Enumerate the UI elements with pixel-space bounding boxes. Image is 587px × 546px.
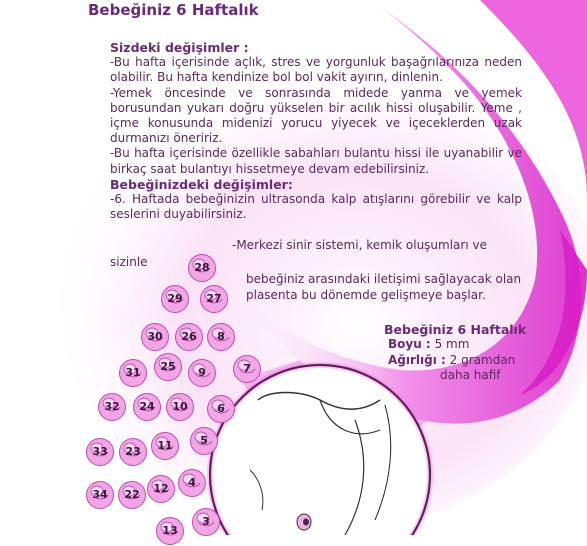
- week-number: 30: [147, 330, 163, 343]
- week-number: 7: [243, 362, 251, 375]
- week-badge: [85, 480, 115, 510]
- week-badge: [118, 437, 148, 467]
- baby-info-box: [384, 322, 526, 384]
- week-badge: [153, 352, 183, 382]
- baby-paragraph-2-part-c: bebeğiniz arasındaki iletişimi sağlayacak olan: [246, 272, 522, 286]
- week-number: 6: [217, 402, 225, 415]
- baby-heading: Bebeğinizdeki değişimler:: [110, 176, 293, 192]
- week-badge: [132, 392, 162, 422]
- week-badge: [177, 468, 207, 498]
- week-badge: [191, 507, 221, 537]
- week-number: 3: [202, 515, 210, 528]
- baby-paragraph-2-part-d: plasenta bu dönemde gelişmeye başlar.: [246, 288, 486, 302]
- week-badge: [165, 392, 195, 422]
- changes-paragraph-2: -Yemek öncesinde ve sonrasında midede yanma ve yemek borusundan yukarı doğru yükselen bir acılık hissi oluşabilir. Yeme , içme konusunda midenizi yorucu yiyecek ve içeceklerden uzak durmanızı öneririz.: [110, 85, 522, 146]
- baby-paragraph-1: -6. Haftada bebeğinizin ultrasonda kalp atışlarını görebilir ve kalp seslerini duyabilirsiniz.: [110, 192, 522, 222]
- week-number: 26: [181, 330, 197, 343]
- week-badge: [174, 322, 204, 352]
- week-badge: [232, 354, 262, 384]
- baby-paragraph-2-part-b: sizinle: [110, 255, 148, 269]
- info-title: Bebeğiniz 6 Haftalık: [384, 322, 527, 337]
- week-number: 9: [198, 366, 206, 379]
- week-number: 34: [92, 488, 108, 501]
- week-badge: [97, 392, 127, 422]
- week-badge: [187, 358, 217, 388]
- week-number: 5: [200, 434, 208, 447]
- week-badge: [117, 480, 147, 510]
- week-number: 33: [92, 445, 108, 458]
- weight-value-line-1: 2 gramdan: [449, 352, 516, 367]
- week-number: 28: [194, 261, 210, 274]
- changes-paragraph-1: -Bu hafta içerisinde açlık, stres ve yorgunluk başağrılarınıza neden olabilir. Bu hafta kendinize bol bol vakit ayırın, dinlenin.: [110, 55, 522, 85]
- baby-paragraph-2-part-a: -Merkezi sinir sistemi, kemik oluşumları ve: [232, 238, 487, 252]
- week-badge: [189, 426, 219, 456]
- week-number: 27: [206, 292, 222, 305]
- size-value: 5 mm: [434, 337, 470, 352]
- week-badge: [155, 516, 185, 546]
- week-number: 22: [124, 488, 140, 501]
- week-number: 29: [167, 292, 183, 305]
- week-badge: [206, 394, 236, 424]
- page-title: Bebeğiniz 6 Haftalık: [88, 1, 259, 19]
- week-badge: [160, 284, 190, 314]
- article-body: [110, 40, 522, 222]
- week-badge: [187, 253, 217, 283]
- week-number: 8: [217, 330, 225, 343]
- size-label: Boyu :: [388, 337, 431, 352]
- week-badge: [146, 474, 176, 504]
- weight-value-line-2: daha hafif: [440, 368, 501, 383]
- week-badge: [140, 322, 170, 352]
- week-badge: [206, 322, 236, 352]
- week-badge: [150, 431, 180, 461]
- week-number: 10: [172, 400, 188, 413]
- week-number: 12: [153, 482, 169, 495]
- week-number: 32: [104, 400, 120, 413]
- changes-heading: Sizdeki değişimler :: [110, 40, 249, 55]
- week-number: 23: [125, 445, 141, 458]
- week-badge: [199, 284, 229, 314]
- weight-label: Ağırlığı :: [388, 352, 446, 367]
- week-number: 24: [139, 400, 155, 413]
- week-number: 31: [125, 366, 141, 379]
- week-number: 25: [160, 360, 176, 373]
- week-badge: [85, 437, 115, 467]
- week-badge: [118, 358, 148, 388]
- week-number: 13: [162, 524, 178, 537]
- changes-paragraph-3: -Bu hafta içerisinde özellikle sabahları bulantu hissi ile uyanabilir ve birkaç saat bulantıyı hissetmeye devam edebilirsiniz.: [110, 146, 522, 176]
- week-number: 11: [157, 439, 173, 452]
- week-number: 4: [188, 476, 196, 489]
